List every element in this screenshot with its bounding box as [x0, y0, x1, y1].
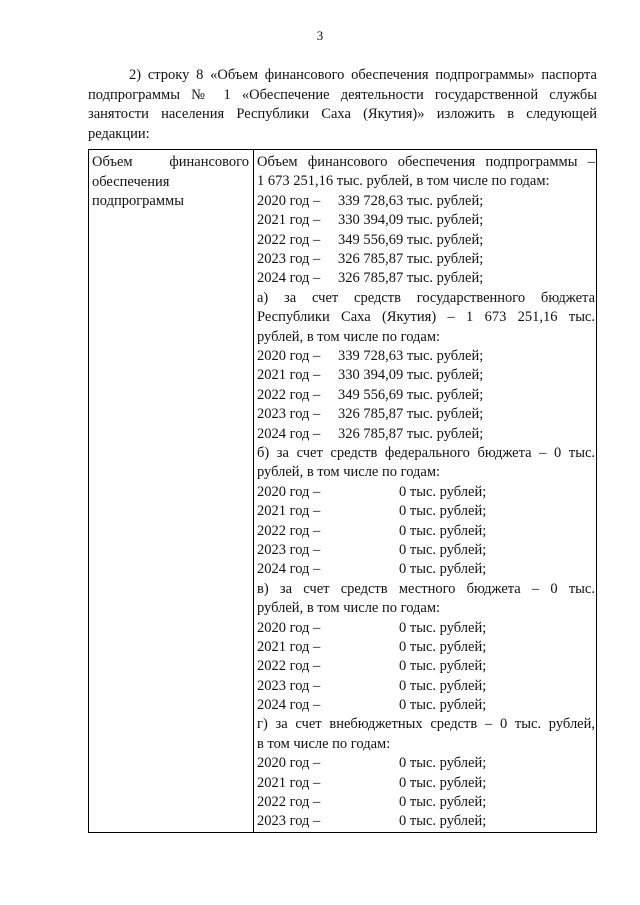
year-label: 2021 год – [257, 774, 321, 791]
year-label: 2021 год – [257, 503, 321, 520]
intro-paragraph [88, 66, 597, 144]
intro-line: подпрограммы № 1 «Обеспечение деятельности государственной службы [88, 86, 597, 103]
year-amount: 0 тыс. рублей; [399, 813, 487, 830]
total-text: 1 673 251,16 тыс. рублей, в том числе по годам: [257, 173, 550, 190]
section-a-text: рублей, в том числе по годам: [257, 328, 441, 345]
row-label-cell [92, 153, 249, 212]
year-amount: 0 тыс. рублей; [399, 794, 487, 811]
year-row [257, 250, 595, 269]
section-v-years-list [257, 619, 595, 716]
year-label: 2023 год – [257, 250, 321, 267]
year-row [257, 502, 595, 521]
year-amount: 339 728,63 тыс. рублей; [338, 347, 484, 364]
year-label: 2024 год – [257, 697, 321, 714]
row-label-line [92, 153, 249, 173]
year-label: 2021 год – [257, 638, 321, 655]
year-amount: 330 394,09 тыс. рублей; [338, 367, 484, 384]
year-row [257, 638, 595, 657]
year-label: 2021 год – [257, 367, 321, 384]
year-amount: 0 тыс. рублей; [399, 774, 487, 791]
row-label-word: Объем [92, 154, 133, 170]
year-row [257, 774, 595, 793]
section-b-text: б) за счет средств федерального бюджета – 0 тыс. [257, 444, 595, 461]
year-row [257, 231, 595, 250]
year-row [257, 657, 595, 676]
funding-details-cell [257, 153, 595, 832]
year-amount: 0 тыс. рублей; [399, 522, 487, 539]
year-label: 2023 год – [257, 541, 321, 558]
intro-line: 2) строку 8 «Объем финансового обеспечения подпрограммы» паспорта [129, 67, 597, 83]
total-text: Объем финансового обеспечения подпрограммы – [257, 154, 595, 170]
year-label: 2023 год – [257, 813, 321, 830]
year-amount: 326 785,87 тыс. рублей; [338, 425, 484, 442]
year-row [257, 386, 595, 405]
funding-table [88, 149, 597, 833]
year-amount: 326 785,87 тыс. рублей; [338, 250, 484, 267]
year-label: 2020 год – [257, 483, 321, 500]
row-label-line: подпрограммы [92, 193, 184, 209]
year-label: 2024 год – [257, 561, 321, 578]
year-row [257, 405, 595, 424]
year-amount: 0 тыс. рублей; [399, 677, 487, 694]
year-row [257, 812, 595, 831]
year-row [257, 522, 595, 541]
year-amount: 326 785,87 тыс. рублей; [338, 270, 484, 287]
section-a-text: Республики Саха (Якутия) – 1 673 251,16 тыс. [257, 309, 595, 326]
year-amount: 0 тыс. рублей; [399, 697, 487, 714]
section-v-text: в) за счет средств местного бюджета – 0 тыс. [257, 580, 595, 597]
year-amount: 0 тыс. рублей; [399, 638, 487, 655]
year-label: 2021 год – [257, 212, 321, 229]
section-g-years-list [257, 754, 595, 832]
year-label: 2023 год – [257, 677, 321, 694]
year-row [257, 754, 595, 773]
year-label: 2024 год – [257, 270, 321, 287]
year-label: 2020 год – [257, 347, 321, 364]
year-amount: 349 556,69 тыс. рублей; [338, 231, 484, 248]
year-amount: 0 тыс. рублей; [399, 619, 487, 636]
year-row [257, 696, 595, 715]
year-label: 2020 год – [257, 755, 321, 772]
section-b-text: рублей, в том числе по годам: [257, 464, 441, 481]
total-years-list [257, 192, 595, 289]
year-label: 2022 год – [257, 386, 321, 403]
year-row [257, 211, 595, 230]
section-g-text: г) за счет внебюджетных средств – 0 тыс. рублей, [257, 716, 595, 733]
intro-line: редакции: [88, 125, 150, 142]
year-label: 2022 год – [257, 658, 321, 675]
section-a-years-list [257, 347, 595, 444]
section-b-years-list [257, 483, 595, 580]
section-v-text: рублей, в том числе по годам: [257, 600, 441, 617]
year-row [257, 269, 595, 288]
year-row [257, 541, 595, 560]
row-label-word: финансового [169, 154, 249, 170]
page-number: 3 [316, 28, 324, 43]
year-label: 2022 год – [257, 522, 321, 539]
year-amount: 0 тыс. рублей; [399, 561, 487, 578]
year-row [257, 619, 595, 638]
year-amount: 0 тыс. рублей; [399, 541, 487, 558]
year-row [257, 425, 595, 444]
year-label: 2020 год – [257, 619, 321, 636]
row-label-line: обеспечения [92, 173, 170, 190]
year-row [257, 347, 595, 366]
year-row [257, 483, 595, 502]
year-label: 2022 год – [257, 794, 321, 811]
year-amount: 326 785,87 тыс. рублей; [338, 406, 484, 423]
year-label: 2022 год – [257, 231, 321, 248]
year-amount: 0 тыс. рублей; [399, 755, 487, 772]
year-amount: 0 тыс. рублей; [399, 503, 487, 520]
year-amount: 0 тыс. рублей; [399, 483, 487, 500]
section-a-text: а) за счет средств государственного бюджета [257, 289, 595, 306]
year-row [257, 192, 595, 211]
year-label: 2023 год – [257, 406, 321, 423]
year-row [257, 677, 595, 696]
year-amount: 330 394,09 тыс. рублей; [338, 212, 484, 229]
year-label: 2024 год – [257, 425, 321, 442]
year-label: 2020 год – [257, 192, 321, 209]
year-amount: 349 556,69 тыс. рублей; [338, 386, 484, 403]
year-amount: 0 тыс. рублей; [399, 658, 487, 675]
intro-line: занятости населения Республики Саха (Якутия)» изложить в следующей [88, 106, 597, 122]
section-g-text: в том числе по годам: [257, 735, 391, 752]
year-row [257, 366, 595, 385]
year-row [257, 793, 595, 812]
year-row [257, 560, 595, 579]
column-divider [253, 150, 254, 832]
year-amount: 339 728,63 тыс. рублей; [338, 192, 484, 209]
